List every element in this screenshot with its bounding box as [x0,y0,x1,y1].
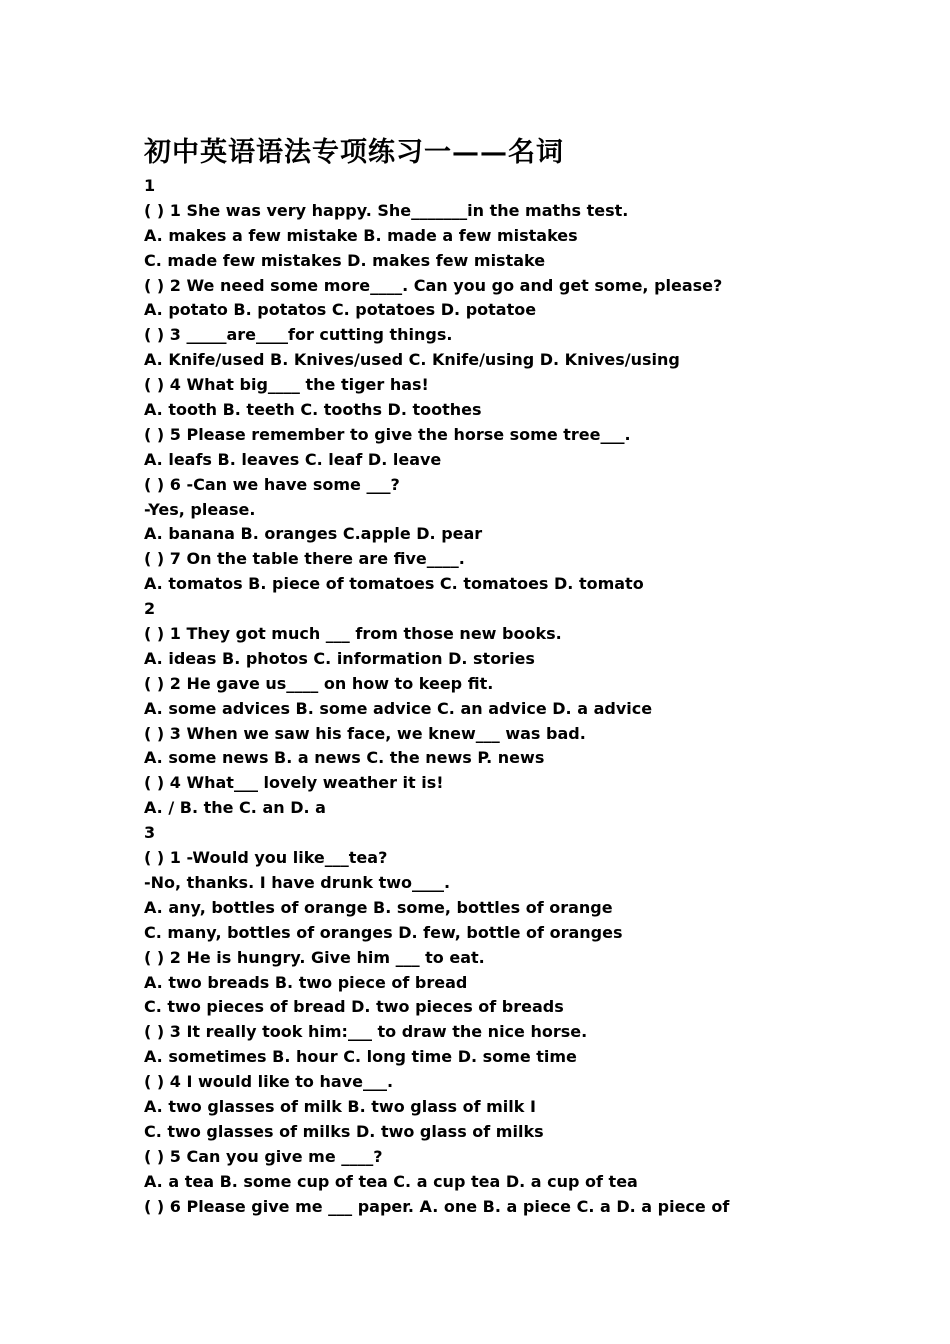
question-line: ( ) 4 I would like to have___. [144,1072,394,1092]
answer-options-line: A. any, bottles of orange B. some, bottles of orange [144,897,613,917]
section-number: 3 [144,823,156,843]
answer-options-line: A. two breads B. two piece of bread [144,972,468,992]
answer-options-line: A. makes a few mistake B. made a few mistakes [144,225,578,245]
question-line: ( ) 1 She was very happy. She_______in the maths test. [144,200,629,220]
dialogue-line: -No, thanks. I have drunk two____. [144,872,451,892]
question-line: ( ) 4 What big____ the tiger has! [144,375,429,395]
question-line: ( ) 6 -Can we have some ___? [144,474,400,494]
answer-options-line: A. some advices B. some advice C. an advice D. a advice [144,698,653,718]
answer-options-line: A. a tea B. some cup of tea C. a cup tea D. a cup of tea [144,1171,638,1191]
answer-options-line: C. two pieces of bread D. two pieces of breads [144,997,564,1017]
answer-options-line: A. tooth B. teeth C. tooths D. toothes [144,400,482,420]
question-line: ( ) 2 He gave us____ on how to keep fit. [144,673,494,693]
page-title: 初中英语语法专项练习一——名词 [144,137,564,168]
answer-options-line: A. potato B. potatos C. potatoes D. potatoe [144,300,537,320]
question-line: ( ) 2 We need some more____. Can you go and get some, please? [144,275,723,295]
answer-options-line: A. two glasses of milk B. two glass of milk I [144,1096,536,1116]
answer-options-line: A. banana B. oranges C.apple D. pear [144,524,483,544]
section-number: 1 [144,176,156,195]
answer-options-line: A. leafs B. leaves C. leaf D. leave [144,449,442,469]
answer-options-line: C. two glasses of milks D. two glass of milks [144,1121,544,1141]
question-line: ( ) 7 On the table there are five____. [144,549,465,569]
question-line: ( ) 5 Can you give me ____? [144,1146,383,1166]
question-line: ( ) 2 He is hungry. Give him ___ to eat. [144,947,485,967]
dialogue-line: -Yes, please. [144,499,256,519]
question-line: ( ) 3 It really took him:___ to draw the nice horse. [144,1022,588,1042]
question-line: ( ) 5 Please remember to give the horse some tree___. [144,424,631,444]
question-line: ( ) 3 _____are____for cutting things. [144,325,453,345]
question-line: ( ) 1 -Would you like___tea? [144,848,388,868]
answer-options-line: A. Knife/used B. Knives/used C. Knife/using D. Knives/using [144,350,680,370]
question-line: ( ) 1 They got much ___ from those new books. [144,624,562,644]
exercise-text-body [144,174,934,1219]
answer-options-line: C. many, bottles of oranges D. few, bottle of oranges [144,922,623,942]
answer-options-line: C. made few mistakes D. makes few mistake [144,250,546,270]
question-line: ( ) 3 When we saw his face, we knew___ was bad. [144,723,586,743]
answer-options-line: A. sometimes B. hour C. long time D. some time [144,1047,577,1067]
question-line: ( ) 6 Please give me ___ paper. A. one B. a piece C. a D. a piece of [144,1196,730,1216]
question-line: ( ) 4 What___ lovely weather it is! [144,773,444,793]
answer-options-line: A. some news B. a news C. the news P. news [144,748,545,768]
section-number: 2 [144,599,156,619]
answer-options-line: A. tomatos B. piece of tomatoes C. tomatoes D. tomato [144,574,644,594]
answer-options-line: A. / B. the C. an D. a [144,798,326,818]
answer-options-line: A. ideas B. photos C. information D. stories [144,648,535,668]
